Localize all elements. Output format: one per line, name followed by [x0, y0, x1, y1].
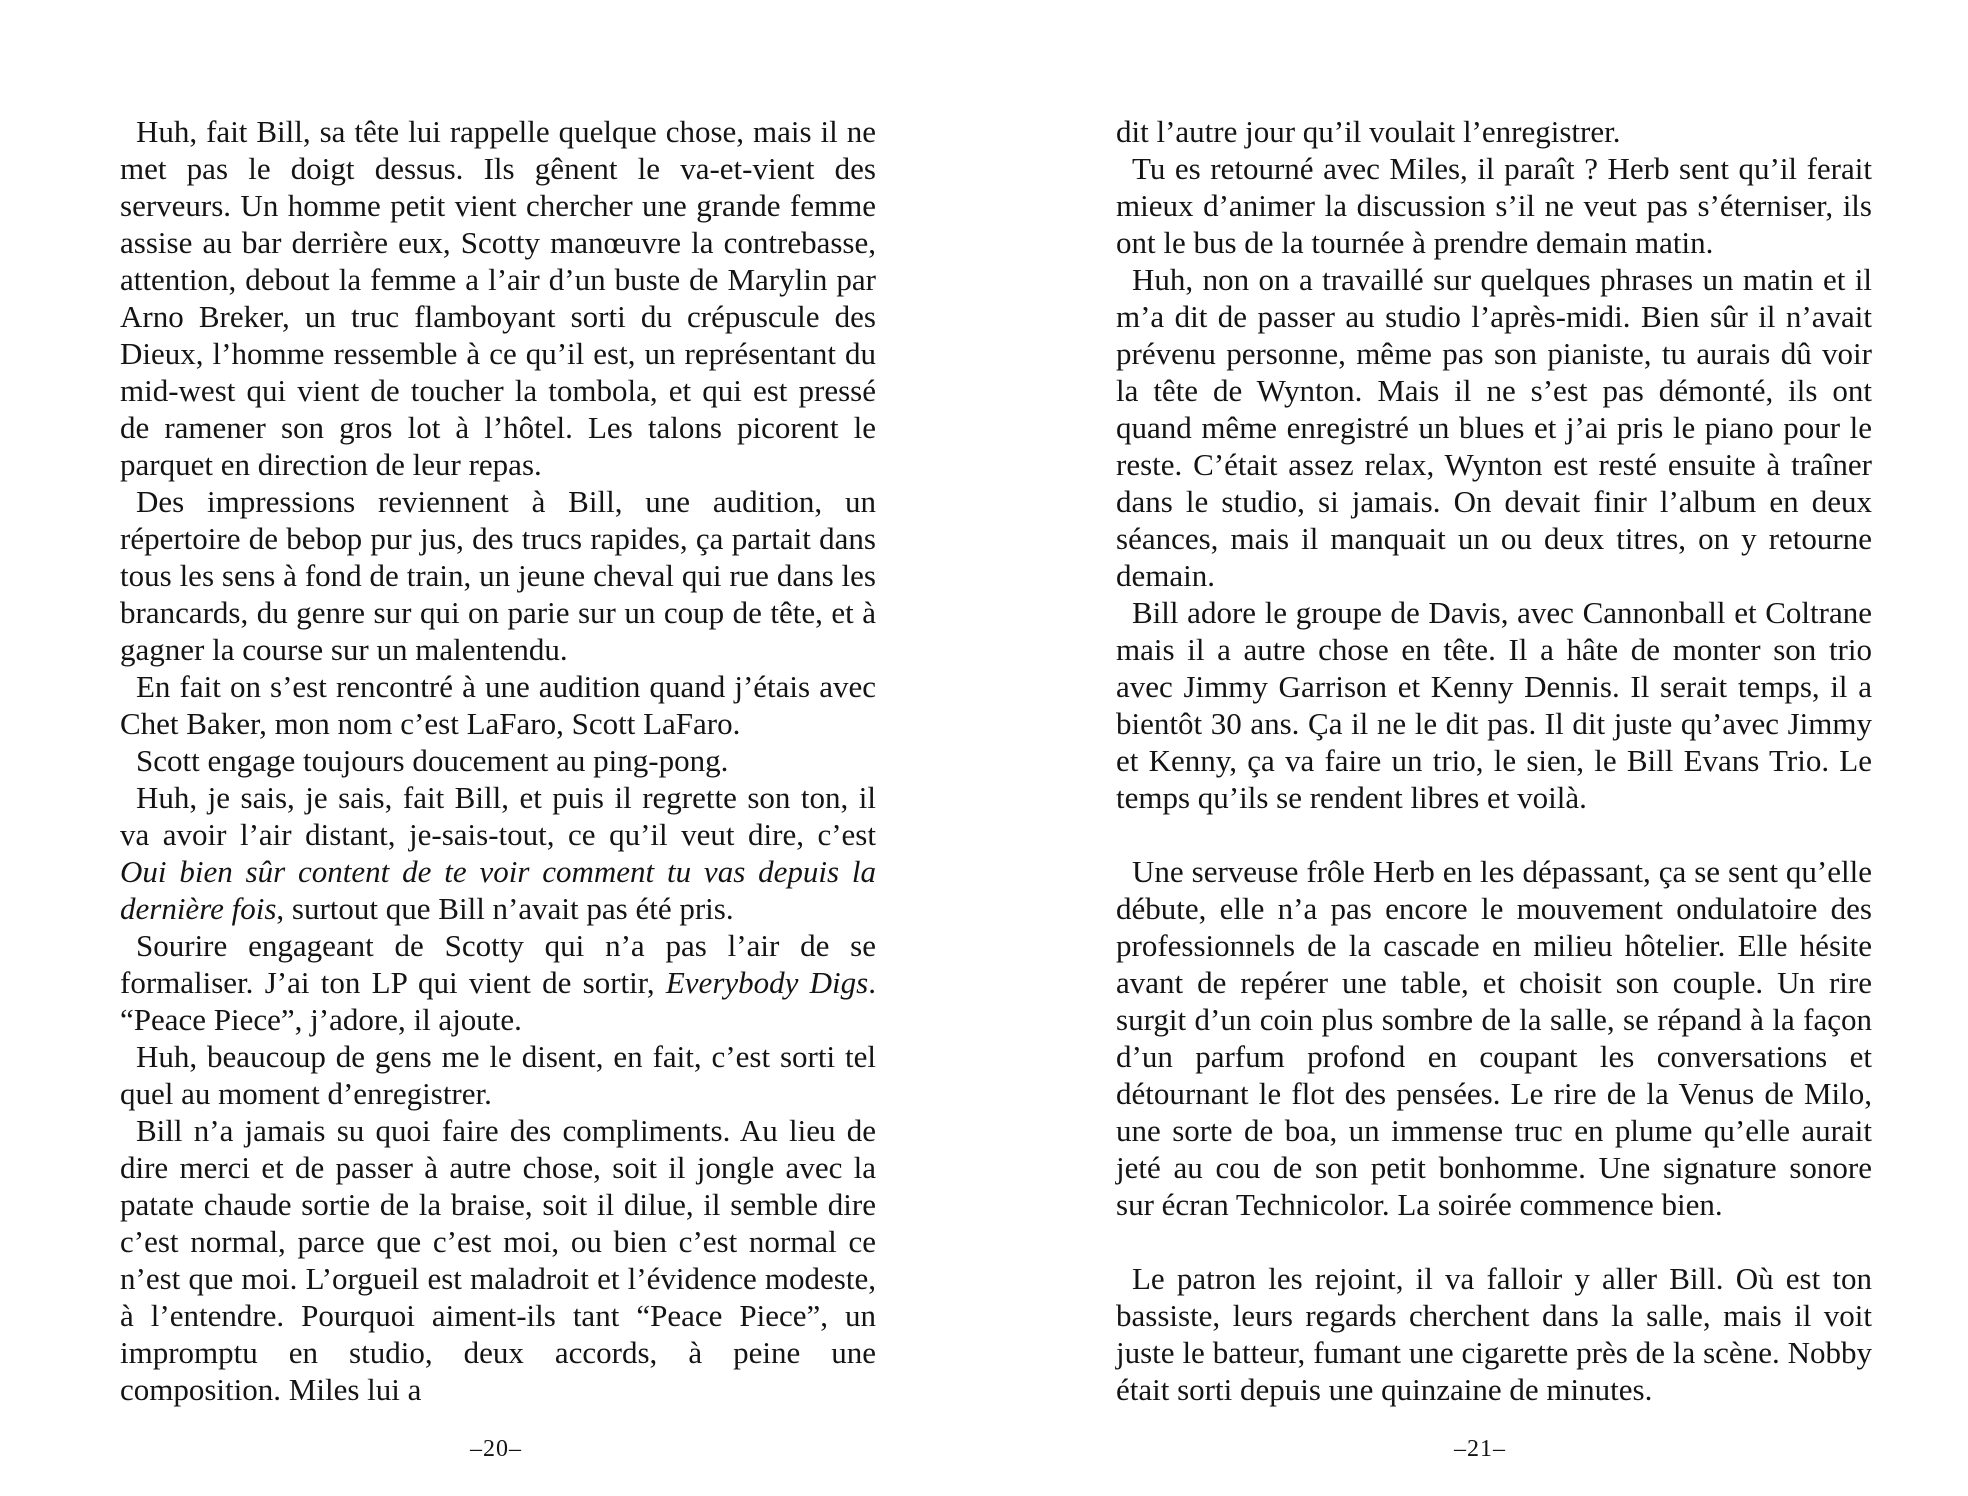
paragraph: En fait on s’est rencontré à une audition quand j’étais avec Chet Baker, mon nom c’est LaFaro, Scott LaFaro.: [120, 669, 876, 741]
paragraph-continuation: dit l’autre jour qu’il voulait l’enregistrer.: [1116, 114, 1621, 149]
left-page-text: [120, 113, 876, 1408]
paragraph: Une serveuse frôle Herb en les dépassant, ça se sent qu’elle débute, elle n’a pas encore le mouvement ondulatoire des professionnels de la cascade en milieu hôtelier. Elle hésite avant de repérer une table, et choisit son couple. Un rire surgit d’un coin plus sombre de la salle, se répand à la façon d’un parfum profond en coupant les conversations et détournant le flot des pensées. Le rire de la Venus de Milo, une sorte de boa, un immense truc en plume qu’elle aurait jeté au cou de son petit bonhomme. Une signature sonore sur écran Technicolor. La soirée commence bien.: [1116, 854, 1872, 1222]
right-page-text: [1116, 113, 1872, 1408]
paragraph: Bill adore le groupe de Davis, avec Cannonball et Coltrane mais il a autre chose en tête. Il a hâte de monter son trio avec Jimmy Garrison et Kenny Dennis. Il serait temps, il a bientôt 30 ans. Ça il ne le dit pas. Il dit juste qu’avec Jimmy et Kenny, ça va faire un trio, le sien, le Bill Evans Trio. Le temps qu’ils se rendent libres et voilà.: [1116, 595, 1872, 815]
paragraph: [120, 779, 876, 927]
paragraph: Bill n’a jamais su quoi faire des compliments. Au lieu de dire merci et de passer à autre chose, soit il jongle avec la patate chaude sortie de la braise, soit il dilue, il semble dire c’est normal, parce que c’est moi, ou bien c’est normal ce n’est que moi. L’orgueil est maladroit et l’évidence modeste, à l’entendre. Pourquoi aiment-ils tant “Peace Piece”, un impromptu en studio, deux accords, à peine une composition. Miles lui a: [120, 1113, 876, 1407]
italic-phrase: Oui bien sûr content de te voir comment tu vas depuis la dernière fois: [120, 854, 876, 926]
page-number: –20–: [470, 1436, 522, 1462]
paragraph-text: . “Peace Piece”, j’adore, il ajoute.: [120, 965, 876, 1037]
paragraph: [120, 927, 876, 1038]
right-page: [984, 0, 1968, 1496]
album-title: Everybody Digs: [665, 965, 869, 1000]
paragraph: Le patron les rejoint, il va falloir y aller Bill. Où est ton bassiste, leurs regards cherchent dans la salle, mais il voit juste le batteur, fumant une cigarette près de la scène. Nobby était sorti depuis une quinzaine de minutes.: [1116, 1261, 1872, 1407]
paragraph-text: Huh, je sais, je sais, fait Bill, et puis il regrette son ton, il va avoir l’air distant, je-sais-tout, ce qu’il veut dire, c’est: [120, 780, 876, 852]
page-number: –21–: [1454, 1436, 1506, 1462]
paragraph: Huh, beaucoup de gens me le disent, en fait, c’est sorti tel quel au moment d’enregistrer.: [120, 1039, 876, 1111]
paragraph: Scott engage toujours doucement au ping-pong.: [136, 743, 729, 778]
paragraph: Huh, fait Bill, sa tête lui rappelle quelque chose, mais il ne met pas le doigt dessus. Ils gênent le va-et-vient des serveurs. Un homme petit vient chercher une grande femme assise au bar derrière eux, Scotty manœuvre la contrebasse, attention, debout la femme a l’air d’un buste de Marylin par Arno Breker, un truc flamboyant sorti du crépuscule des Dieux, l’homme ressemble à ce qu’il est, un représentant du mid-west qui vient de toucher la tombola, et qui est pressé de ramener son gros lot à l’hôtel. Les talons picorent le parquet en direction de leur repas.: [120, 114, 876, 482]
paragraph-text: , surtout que Bill n’avait pas été pris.: [276, 891, 734, 926]
paragraph: Huh, non on a travaillé sur quelques phrases un matin et il m’a dit de passer au studio l’après-midi. Bien sûr il n’avait prévenu personne, même pas son pianiste, tu aurais dû voir la tête de Wynton. Mais il ne s’est pas démonté, ils ont quand même enregistré un blues et j’ai pris le piano pour le reste. C’était assez relax, Wynton est resté ensuite à traîner dans le studio, si jamais. On devait finir l’album en deux séances, mais il manquait un ou deux titres, on y retourne demain.: [1116, 262, 1872, 593]
paragraph-text: Sourire engageant de Scotty qui n’a pas l’air de se formaliser. J’ai ton LP qui vient de sortir,: [120, 928, 876, 1000]
paragraph: Des impressions reviennent à Bill, une audition, un répertoire de bebop pur jus, des trucs rapides, ça partait dans tous les sens à fond de train, un jeune cheval qui rue dans les brancards, du genre sur qui on parie sur un coup de tête, et à gagner la course sur un malentendu.: [120, 484, 876, 667]
paragraph: Tu es retourné avec Miles, il paraît ? Herb sent qu’il ferait mieux d’animer la discussion s’il ne veut pas s’éterniser, ils ont le bus de la tournée à prendre demain matin.: [1116, 151, 1872, 260]
